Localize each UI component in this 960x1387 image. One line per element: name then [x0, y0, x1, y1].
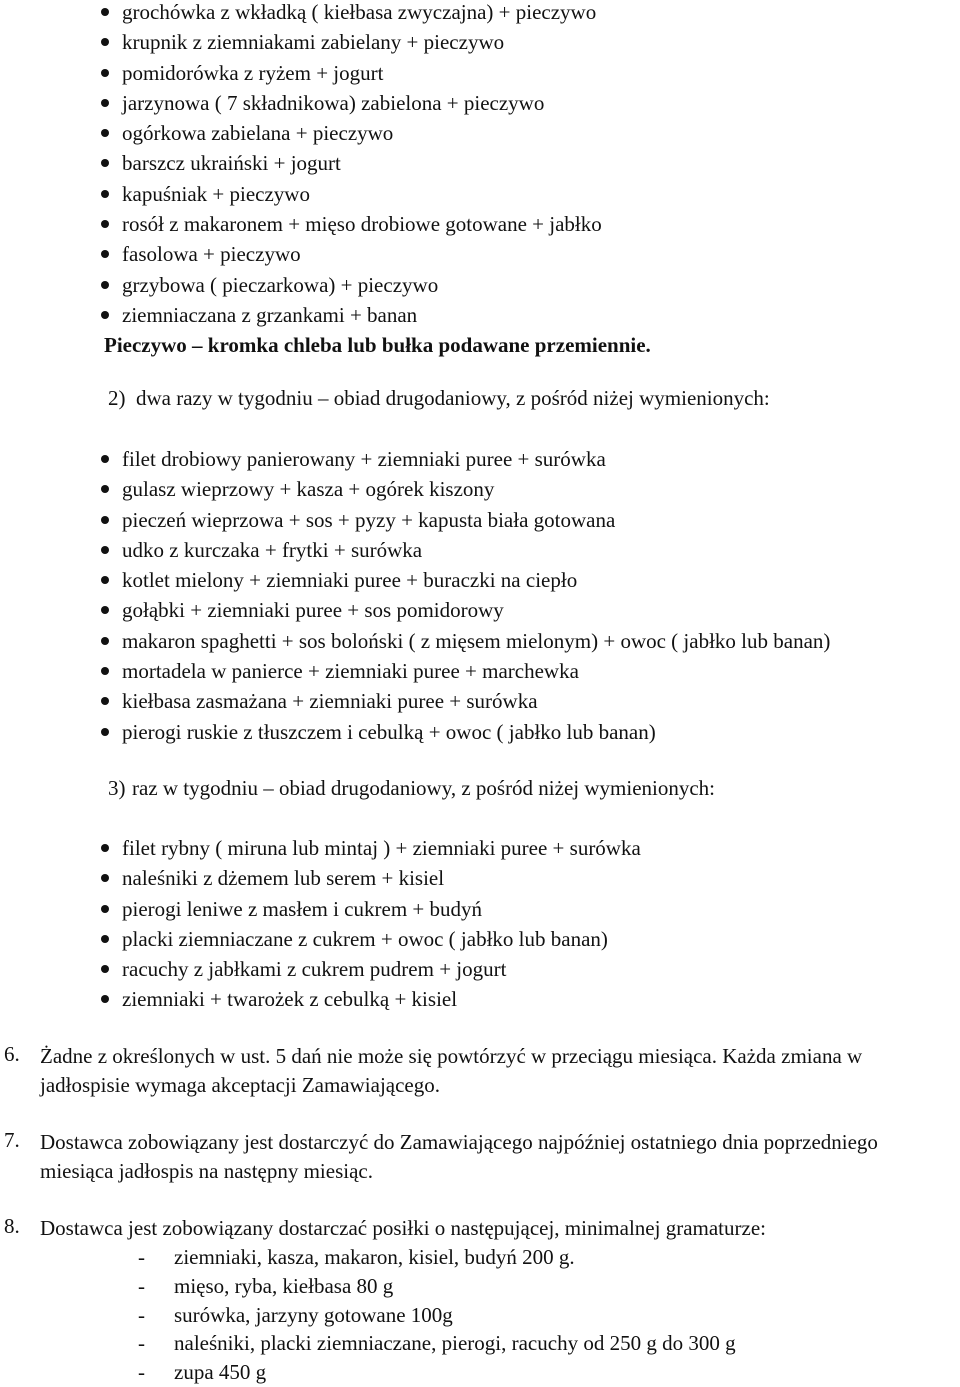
list-item: pieczeń wieprzowa + sos + pyzy + kapusta biała gotowana	[100, 505, 830, 535]
list-item	[138, 1272, 736, 1301]
dash-marker: -	[138, 1273, 145, 1298]
list-item: filet rybny ( miruna lub mintaj ) + ziemniaki puree + surówka	[100, 833, 641, 863]
gramature-list	[138, 1243, 736, 1387]
list-item	[138, 1301, 736, 1330]
list-item: jarzynowa ( 7 składnikowa) zabielona + pieczywo	[100, 88, 602, 118]
list-item: kotlet mielony + ziemniaki puree + buraczki na ciepło	[100, 565, 830, 595]
list-item: mortadela w panierce + ziemniaki puree + marchewka	[100, 656, 830, 686]
list-item: ogórkowa zabielana + pieczywo	[100, 118, 602, 148]
list-item: pierogi ruskie z tłuszczem i cebulką + owoc ( jabłko lub banan)	[100, 717, 830, 747]
dash-marker: -	[138, 1360, 145, 1385]
list-item: placki ziemniaczane z cukrem + owoc ( jabłko lub banan)	[100, 924, 641, 954]
dash-marker: -	[138, 1245, 145, 1269]
point-7	[4, 1128, 954, 1186]
point-number: 8.	[4, 1214, 20, 1238]
list-item-text: mięso, ryba, kiełbasa 80 g	[174, 1273, 394, 1298]
point-6	[4, 1042, 954, 1100]
dash-marker: -	[138, 1331, 145, 1356]
section-3-heading	[108, 773, 715, 803]
soup-list	[100, 0, 602, 330]
list-item-text: ziemniaki, kasza, makaron, kisiel, budyń 200 g.	[174, 1245, 575, 1269]
point-number: 7.	[4, 1128, 20, 1152]
section-3-list	[100, 833, 641, 1015]
point-text: Dostawca jest zobowiązany dostarczać posiłki o następującej, minimalnej gramaturze:	[40, 1216, 766, 1240]
list-item: racuchy z jabłkami z cukrem pudrem + jogurt	[100, 954, 641, 984]
list-item: gulasz wieprzowy + kasza + ogórek kiszony	[100, 474, 830, 504]
list-item: kiełbasa zasmażana + ziemniaki puree + surówka	[100, 686, 830, 716]
section-heading-text: dwa razy w tygodniu – obiad drugodaniowy, z pośród niżej wymienionych:	[136, 386, 770, 410]
list-item: kapuśniak + pieczywo	[100, 179, 602, 209]
section-2-heading	[108, 383, 770, 413]
point-8	[4, 1214, 954, 1243]
list-item-text: naleśniki, placki ziemniaczane, pierogi, racuchy od 250 g do 300 g	[174, 1331, 736, 1356]
point-text: Żadne z określonych w ust. 5 dań nie może się powtórzyć w przeciągu miesiąca. Każda zmiana w jadłospisie wymaga akceptacji Zamawiającego.	[40, 1044, 863, 1097]
list-item: makaron spaghetti + sos boloński ( z mięsem mielonym) + owoc ( jabłko lub banan)	[100, 626, 830, 656]
point-text: Dostawca zobowiązany jest dostarczyć do Zamawiającego najpóźniej ostatniego dnia poprzedniego miesiąca jadłospis na następny miesiąc.	[40, 1130, 878, 1183]
list-item: barszcz ukraiński + jogurt	[100, 148, 602, 178]
point-number: 6.	[4, 1042, 20, 1066]
list-item: ziemniaczana z grzankami + banan	[100, 300, 602, 330]
section-number: 2)	[108, 386, 126, 410]
list-item: fasolowa + pieczywo	[100, 239, 602, 269]
list-item: grzybowa ( pieczarkowa) + pieczywo	[100, 270, 602, 300]
list-item: krupnik z ziemniakami zabielany + pieczywo	[100, 27, 602, 57]
list-item: pierogi leniwe z masłem i cukrem + budyń	[100, 894, 641, 924]
list-item	[138, 1243, 736, 1272]
list-item	[138, 1358, 736, 1387]
section-2-list	[100, 444, 830, 747]
list-item-text: surówka, jarzyny gotowane 100g	[174, 1302, 453, 1327]
dash-marker: -	[138, 1302, 145, 1327]
bread-note: Pieczywo – kromka chleba lub bułka podawane przemiennie.	[104, 333, 651, 357]
section-number: 3)	[108, 776, 126, 800]
list-item: ziemniaki + twarożek z cebulką + kisiel	[100, 984, 641, 1014]
list-item: naleśniki z dżemem lub serem + kisiel	[100, 863, 641, 893]
list-item: pomidorówka z ryżem + jogurt	[100, 58, 602, 88]
list-item: udko z kurczaka + frytki + surówka	[100, 535, 830, 565]
list-item-text: zupa 450 g	[174, 1360, 267, 1385]
list-item	[138, 1329, 736, 1358]
list-item: grochówka z wkładką ( kiełbasa zwyczajna) + pieczywo	[100, 0, 602, 27]
list-item: rosół z makaronem + mięso drobiowe gotowane + jabłko	[100, 209, 602, 239]
section-heading-text: raz w tygodniu – obiad drugodaniowy, z pośród niżej wymienionych:	[132, 776, 716, 800]
list-item: gołąbki + ziemniaki puree + sos pomidorowy	[100, 595, 830, 625]
list-item: filet drobiowy panierowany + ziemniaki puree + surówka	[100, 444, 830, 474]
